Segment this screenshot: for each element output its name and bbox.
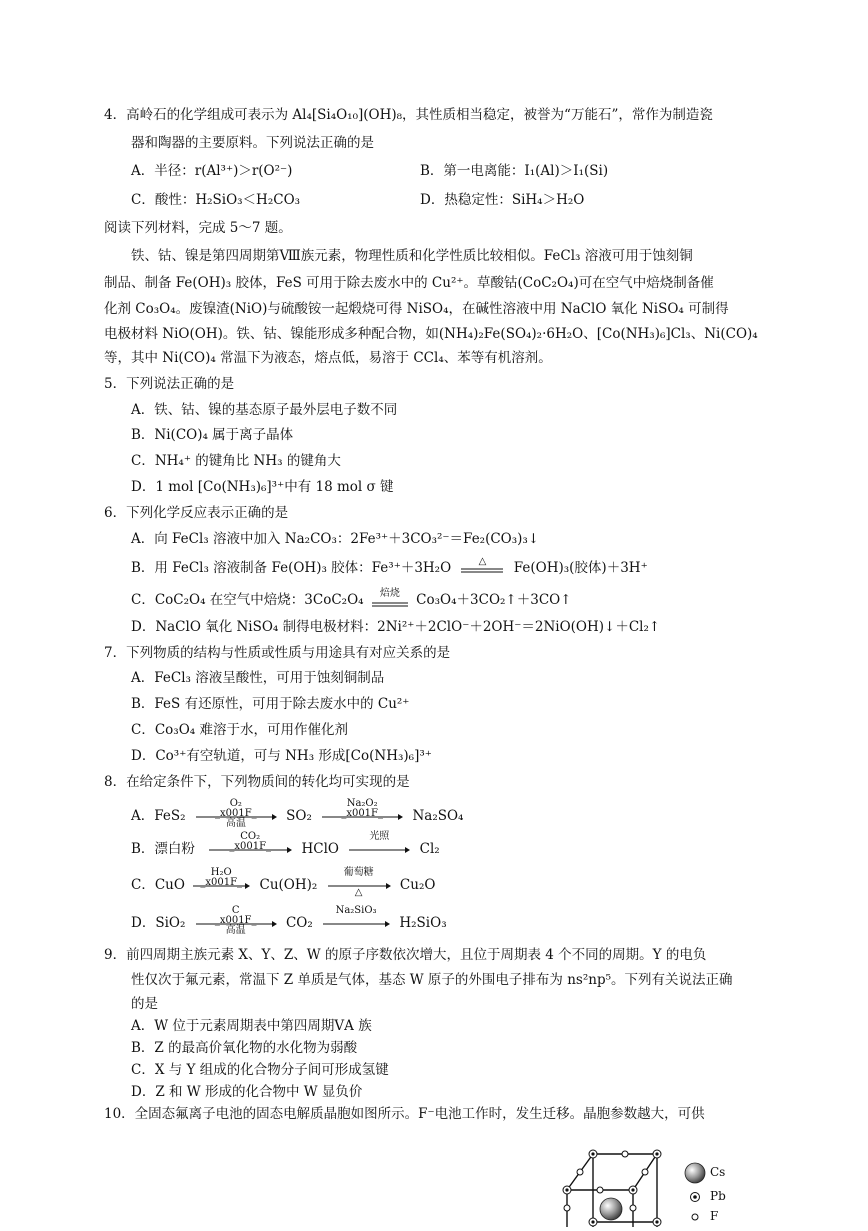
q7-option-b: B．FeS 有还原性，可用于除去废水中的 Cu²⁺ xyxy=(131,696,410,712)
q8-c-s3: Cu₂O xyxy=(399,877,436,893)
q6-b-products: Fe(OH)₃(胶体)＋3H⁺ xyxy=(513,560,648,576)
q8-c-cond1-top: H₂O xyxy=(210,866,232,878)
q8-a-s2: SO₂ xyxy=(286,808,312,824)
q8-a-s1: A．FeS₂ xyxy=(131,808,186,824)
q8-d-s3: H₂SiO₃ xyxy=(399,915,447,931)
legend-f-label: F xyxy=(710,1209,719,1223)
q7-option-d: D．Co³⁺有空轨道，可与 NH₃ 形成[Co(NH₃)₆]³⁺ xyxy=(131,748,432,764)
q8-c-cond2-top: 葡萄糖 xyxy=(343,866,374,878)
q6-stem: 6．下列化学反应表示正确的是 xyxy=(104,505,289,521)
q6-option-c xyxy=(131,587,572,610)
q6-c-condition: 焙烧 xyxy=(379,587,400,599)
q8-option-d xyxy=(131,904,447,936)
q8-a-s3: Na₂SO₄ xyxy=(412,808,464,824)
q9-stem-line2: 性仅次于氟元素，常温下 Z 单质是气体，基态 W 原子的外围电子排布为 ns²np⁵。下列有关说法正确 xyxy=(131,972,733,988)
q4-stem-line1: 4．高岭石的化学组成可表示为 Al₄[Si₄O₁₀](OH)₈，其性质相当稳定，被誉为“万能石”，常作为制造瓷 xyxy=(104,107,713,123)
q7-option-c: C．Co₃O₄ 难溶于水，可用作催化剂 xyxy=(131,722,348,738)
q7-stem: 7．下列物质的结构与性质或性质与用途具有对应关系的是 xyxy=(104,645,451,661)
q8-b-cond2-top: 光照 xyxy=(369,830,390,842)
material-line-1: 铁、钴、镍是第四周期第Ⅷ族元素，物理性质和化学性质比较相似。FeCl₃ 溶液可用于蚀刻铜 xyxy=(131,248,693,264)
legend-pb-label: Pb xyxy=(710,1189,726,1203)
crystal-cell-diagram xyxy=(555,1146,755,1227)
q8-a-cond1-bot: 高温 xyxy=(225,817,246,829)
q6-option-b xyxy=(131,555,648,578)
q6-option-a: A．向 FeCl₃ 溶液中加入 Na₂CO₃：2Fe³⁺＋3CO₃²⁻＝Fe₂(CO₃)₃↓ xyxy=(131,531,540,547)
q6-b-reactants: B．用 FeCl₃ 溶液制备 Fe(OH)₃ 胶体：Fe³⁺＋3H₂O xyxy=(131,560,452,576)
material-line-5: 等，其中 Ni(CO)₄ 常温下为液态，熔点低，易溶于 CCl₄、苯等有机溶剂。 xyxy=(104,350,552,366)
q8-a-arrow-1 xyxy=(194,797,278,829)
q4-option-a: A．半径：r(Al³⁺)＞r(O²⁻) xyxy=(131,163,293,179)
q8-a-cond1-mid: _x001F_ xyxy=(214,807,257,819)
crystal-cell-figure xyxy=(555,1146,755,1227)
q8-d-cond2-top: Na₂SiO₃ xyxy=(335,904,377,916)
q8-stem: 8．在给定条件下，下列物质间的转化均可实现的是 xyxy=(104,774,410,790)
q8-c-s2: Cu(OH)₂ xyxy=(259,877,318,893)
q8-b-cond1-mid: _x001F_ xyxy=(229,840,272,852)
q8-c-cond2-bot: △ xyxy=(354,886,363,898)
material-line-2: 制品、制备 Fe(OH)₃ 胶体，FeS 可用于除去废水中的 Cu²⁺。草酸钴(CoC₂O₄)可在空气中焙烧制备催 xyxy=(104,275,714,291)
q4-stem-line2: 器和陶器的主要原料。下列说法正确的是 xyxy=(131,135,374,151)
q8-b-s1: B．漂白粉 xyxy=(131,841,195,857)
q8-d-cond1-top: C xyxy=(231,904,240,916)
q8-b-arrow-2 xyxy=(347,830,411,860)
q8-d-s1: D．SiO₂ xyxy=(131,915,186,931)
q8-d-cond1-mid: _x001F_ xyxy=(214,914,257,926)
q8-b-cond1-top: CO₂ xyxy=(240,830,261,842)
q8-a-cond2-mid: _x001F_ xyxy=(341,807,383,819)
q5-option-b: B．Ni(CO)₄ 属于离子晶体 xyxy=(131,427,294,443)
q5-option-c: C．NH₄⁺ 的键角比 NH₃ 的键角大 xyxy=(131,453,341,469)
q8-d-cond1-bot: 高温 xyxy=(225,924,246,936)
q8-c-arrow-2 xyxy=(326,866,392,898)
q5-option-d: D．1 mol [Co(NH₃)₆]³⁺中有 18 mol σ 键 xyxy=(131,479,394,495)
q8-c-arrow-1 xyxy=(191,866,251,896)
reading-intro: 阅读下列材料，完成 5～7 题。 xyxy=(104,220,292,236)
q8-b-arrow-1 xyxy=(207,830,293,860)
q8-d-arrow-2 xyxy=(321,904,391,934)
q8-d-arrow-1 xyxy=(194,904,278,936)
q9-option-d: D．Z 和 W 形成的化合物中 W 显负价 xyxy=(131,1084,363,1100)
q4-option-b: B．第一电离能：I₁(Al)＞I₁(Si) xyxy=(420,163,609,179)
material-line-4: 电极材料 NiO(OH)。铁、钴、镍能形成多种配合物，如(NH₄)₂Fe(SO₄)₂·6H₂O、[Co(NH₃)₆]Cl₃、Ni(CO)₄ xyxy=(104,326,758,342)
q8-option-c xyxy=(131,866,436,898)
q6-c-reactants: C．CoC₂O₄ 在空气中焙烧：3CoC₂O₄ xyxy=(131,592,364,608)
q8-c-s1: C．CuO xyxy=(131,877,185,893)
q8-a-arrow-2 xyxy=(320,797,404,827)
q7-option-a: A．FeCl₃ 溶液呈酸性，可用于蚀刻铜制品 xyxy=(131,670,385,686)
q8-c-cond1-mid: _x001F_ xyxy=(200,876,243,888)
q4-option-d: D．热稳定性：SiH₄＞H₂O xyxy=(420,192,585,208)
q6-b-condition: △ xyxy=(478,555,487,567)
q6-b-equals-sign xyxy=(459,555,505,579)
q8-a-cond2-top: Na₂O₂ xyxy=(346,797,378,809)
q9-stem-line3: 的是 xyxy=(131,996,158,1012)
q8-a-cond1-top: O₂ xyxy=(229,797,242,809)
material-line-3: 化剂 Co₃O₄。废镍渣(NiO)与硫酸铵一起煅烧可得 NiSO₄，在碱性溶液中用 NaClO 氧化 NiSO₄ 可制得 xyxy=(104,301,729,317)
q10-stem-line1: 10．全固态氟离子电池的固态电解质晶胞如图所示。F⁻电池工作时，发生迁移。晶胞参数越大，可供 xyxy=(104,1106,705,1122)
q5-stem: 5．下列说法正确的是 xyxy=(104,376,235,392)
q6-c-products: Co₃O₄＋3CO₂↑＋3CO↑ xyxy=(416,592,572,608)
q5-option-a: A．铁、钴、镍的基态原子最外层电子数不同 xyxy=(131,402,398,418)
q9-stem-line1: 9．前四周期主族元素 X、Y、Z、W 的原子序数依次增大，且位于周期表 4 个不同的周期。Y 的电负 xyxy=(104,947,707,963)
legend-cs-label: Cs xyxy=(710,1165,726,1179)
q4-option-c: C．酸性：H₂SiO₃＜H₂CO₃ xyxy=(131,192,301,208)
q8-option-a xyxy=(131,797,464,829)
q8-d-s2: CO₂ xyxy=(285,915,313,931)
q6-option-d: D．NaClO 氧化 NiSO₄ 制得电极材料：2Ni²⁺＋2ClO⁻＋2OH⁻＝2NiO(OH)↓＋Cl₂↑ xyxy=(131,619,661,635)
q6-c-equals-sign xyxy=(370,587,410,611)
q9-option-a: A．W 位于元素周期表中第四周期ⅤA 族 xyxy=(131,1018,372,1034)
q9-option-c: C．X 与 Y 组成的化合物分子间可形成氢键 xyxy=(131,1062,389,1078)
q8-b-s2: HClO xyxy=(301,841,340,857)
q9-option-b: B．Z 的最高价氧化物的水化物为弱酸 xyxy=(131,1040,358,1056)
q8-option-b xyxy=(131,830,440,859)
q8-b-s3: Cl₂ xyxy=(419,841,440,857)
